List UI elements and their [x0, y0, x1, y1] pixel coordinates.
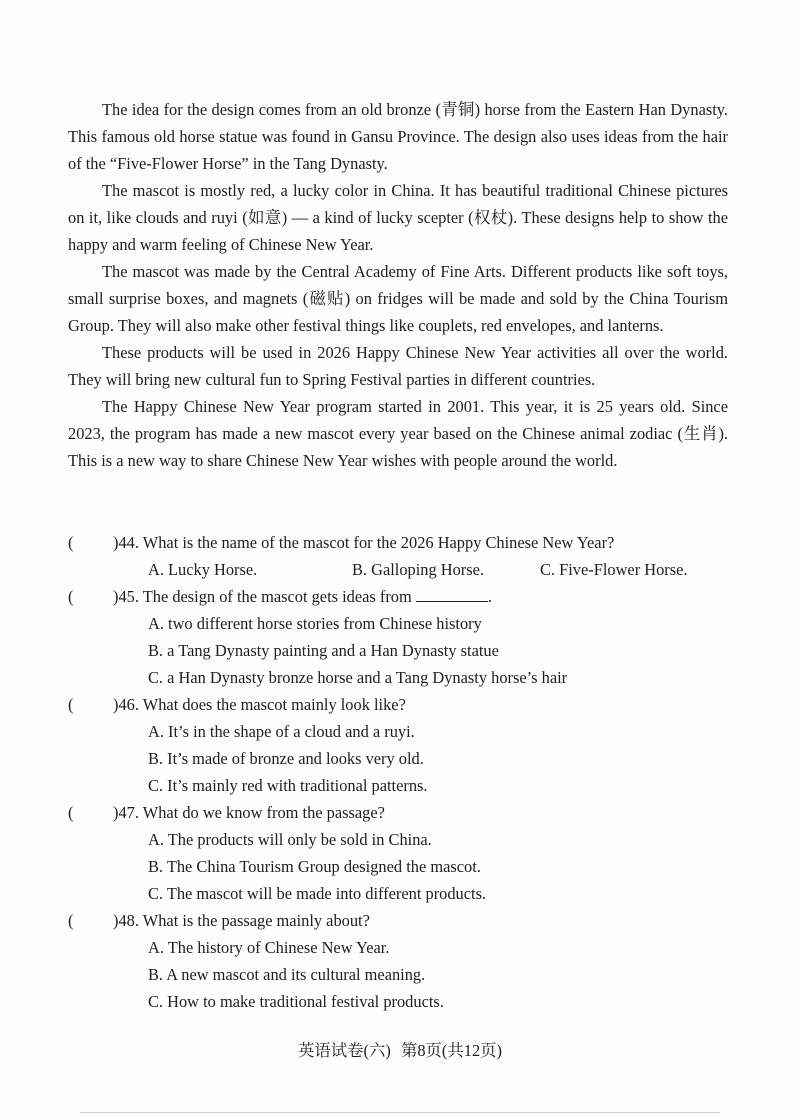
option-row [68, 556, 728, 583]
question-stem [68, 583, 728, 610]
question-text: )47. What do we know from the passage? [113, 803, 385, 822]
page-footer [0, 1039, 800, 1063]
option-c[interactable]: C. Five-Flower Horse. [540, 560, 688, 579]
page-edge-divider [80, 1112, 720, 1113]
option-b[interactable]: B. Galloping Horse. [352, 560, 485, 579]
question-46 [68, 691, 728, 799]
page-number: 第8页(共12页) [400, 1041, 503, 1060]
option-b[interactable]: B. It’s made of bronze and looks very old. [148, 749, 424, 768]
question-stem [68, 691, 728, 718]
option-c[interactable]: C. The mascot will be made into different products. [148, 884, 487, 903]
option-a[interactable]: A. The history of Chinese New Year. [148, 938, 390, 957]
option-a[interactable]: A. It’s in the shape of a cloud and a ruyi. [148, 722, 415, 741]
reading-passage [68, 96, 728, 474]
question-48 [68, 907, 728, 1015]
answer-bracket[interactable]: ( [68, 695, 74, 714]
question-text: )45. The design of the mascot gets ideas from [113, 587, 412, 606]
question-44 [68, 529, 728, 583]
answer-blank[interactable] [416, 585, 488, 602]
option-a[interactable]: A. two different horse stories from Chinese history [148, 614, 482, 633]
question-text: )44. What is the name of the mascot for the 2026 Happy Chinese New Year? [113, 533, 615, 552]
question-45 [68, 583, 728, 691]
question-stem [68, 529, 728, 556]
answer-bracket[interactable]: ( [68, 803, 74, 822]
option-b[interactable]: B. a Tang Dynasty painting and a Han Dynasty statue [148, 641, 499, 660]
passage-paragraph-3: The mascot was made by the Central Academy of Fine Arts. Different products like soft toys, small surprise boxes, and magnets (磁贴) on fridges will be made and sold by the China Tourism Group. They will also make other festival things like couplets, red envelopes, and lanterns. [68, 262, 728, 335]
question-47 [68, 799, 728, 907]
passage-paragraph-4: These products will be used in 2026 Happy Chinese New Year activities all over the world. They will bring new cultural fun to Spring Festival parties in different countries. [68, 343, 728, 389]
question-list [68, 529, 728, 1015]
question-text: )48. What is the passage mainly about? [113, 911, 370, 930]
question-text-wrap [113, 583, 492, 610]
answer-bracket[interactable]: ( [68, 587, 74, 606]
option-c[interactable]: C. It’s mainly red with traditional patterns. [148, 776, 428, 795]
passage-paragraph-2: The mascot is mostly red, a lucky color in China. It has beautiful traditional Chinese pictures on it, like clouds and ruyi (如意) — a kind of lucky scepter (权杖). These designs help to show the happy and warm feeling of Chinese New Year. [68, 181, 728, 254]
option-b[interactable]: B. A new mascot and its cultural meaning. [148, 965, 426, 984]
question-text: )46. What does the mascot mainly look like? [113, 695, 406, 714]
option-c[interactable]: C. a Han Dynasty bronze horse and a Tang Dynasty horse’s hair [148, 668, 568, 687]
option-a[interactable]: A. The products will only be sold in China. [148, 830, 432, 849]
question-stem [68, 907, 728, 934]
passage-paragraph-5: The Happy Chinese New Year program started in 2001. This year, it is 25 years old. Since 2023, the program has made a new mascot every year based on the Chinese animal zodiac (生肖). This is a new way to share Chinese New Year wishes with people around the world. [68, 397, 728, 470]
option-c[interactable]: C. How to make traditional festival products. [148, 992, 444, 1011]
option-a[interactable]: A. Lucky Horse. [148, 560, 258, 579]
answer-bracket[interactable]: ( [68, 911, 74, 930]
question-stem [68, 799, 728, 826]
answer-bracket[interactable]: ( [68, 533, 74, 552]
option-b[interactable]: B. The China Tourism Group designed the mascot. [148, 857, 481, 876]
passage-paragraph-1: The idea for the design comes from an old bronze (青铜) horse from the Eastern Han Dynasty. This famous old horse statue was found in Gansu Province. The design also uses ideas from the hair of the “Five-Flower Horse” in the Tang Dynasty. [68, 100, 728, 173]
paper-title: 英语试卷(六) [297, 1041, 391, 1060]
question-end: . [487, 587, 492, 606]
